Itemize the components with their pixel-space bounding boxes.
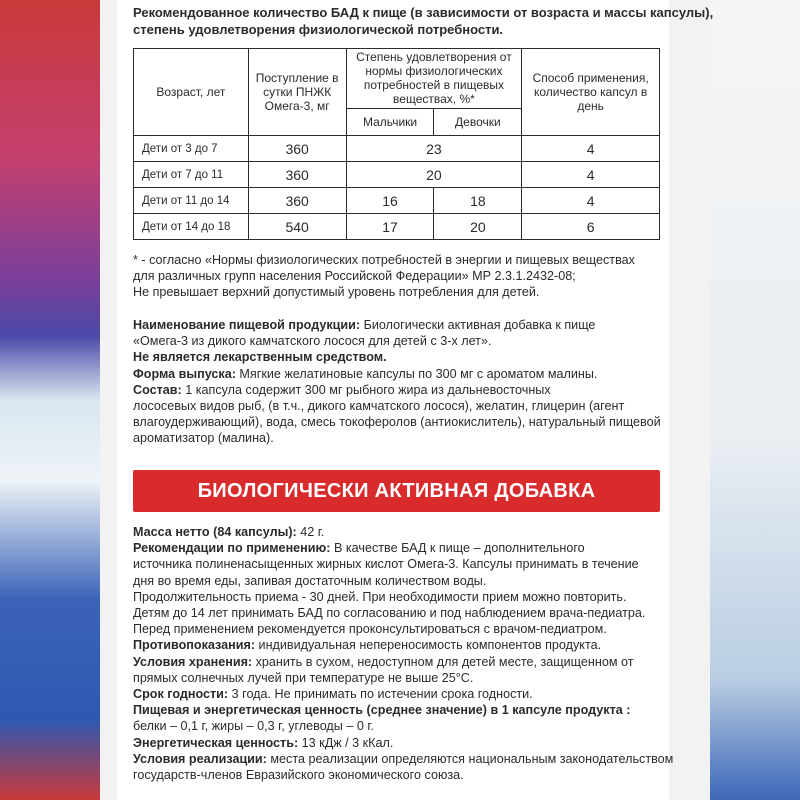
not-drug-notice: Не является лекарственным средством.: [133, 350, 387, 365]
table-row: Дети от 3 до 7 360 23 4: [134, 136, 660, 162]
supplement-banner: БИОЛОГИЧЕСКИ АКТИВНАЯ ДОБАВКА: [133, 470, 660, 512]
left-decorative-stripe: [0, 0, 100, 800]
header-method: Способ применения, количество капсул в день: [522, 49, 660, 136]
product-info: Наименование пищевой продукции: Биологически активная добавка к пище «Омега-3 из дикого камчатского лосося для детей с 3-х лет». Не является лекарственным средством. Форма выпуска: Мягкие желатиновые капсулы по 300 мг с ароматом малины. Состав: 1 капсула содержит 300 мг рыбного жира из дальневосточных лососевых видов рыб, (в т.ч., дикого камчатского лосося), желатин, глицерин (агент влагоудерживающий), вода, смесь токоферолов (антиокислитель), натуральный пищевой ароматизатор (малина).: [133, 318, 661, 446]
table-row: Дети от 11 до 14 360 16 18 4: [134, 188, 660, 214]
table-row: Дети от 7 до 11 360 20 4: [134, 162, 660, 188]
header-age: Возраст, лет: [134, 49, 249, 136]
header-degree: Степень удовлетворения от нормы физиологических потребностей в пищевых веществах, %*: [346, 49, 522, 109]
table-intro: Рекомендованное количество БАД к пище (в зависимости от возраста и массы капсулы), степень удовлетворения физиологической потребности.: [133, 5, 714, 37]
header-girls: Девочки: [434, 108, 522, 135]
footnote: * - согласно «Нормы физиологических потребностей в энергии и пищевых веществах для различных групп населения Российской Федерации» МР 2.3.1.2432-08; Не превышает верхний допустимый уровень потребления для детей.: [133, 253, 635, 300]
usage-details: Масса нетто (84 капсулы): 42 г. Рекомендации по применению: В качестве БАД к пище – дополнительного источника полиненасыщенных жирных кислот Омега-3. Капсулы принимать в течение дня во время еды, запивая достаточным количеством воды. Продолжительность приема - 30 дней. При необходимости прием можно повторить. Детям до 14 лет принимать БАД по согласованию и под наблюдением врача-педиатра. Перед применением рекомендуется проконсультироваться с врачом-педиатром. Противопоказания: индивидуальная непереносимость компонентов продукта. Условия хранения: хранить в сухом, недоступном для детей месте, защищенном от прямых солнечных лучей при температуре не выше 25°С. Срок годности: 3 года. Не принимать по истечении срока годности. Пищевая и энергетическая ценность (среднее значение) в 1 капсуле продукта : белки – 0,1 г, жиры – 0,3 г, углеводы – 0 г. Энергетическая ценность: 13 кДж / 3 кКал. Условия реализации: места реализации определяются национальным законодательством государств-членов Евразийского экономического союза.: [133, 525, 674, 783]
header-boys: Мальчики: [346, 108, 434, 135]
right-decorative-stripe: [710, 0, 800, 800]
table-row: Дети от 14 до 18 540 17 20 6: [134, 214, 660, 240]
header-intake: Поступление в сутки ПНЖК Омега-3, мг: [248, 49, 346, 136]
dosage-table: [133, 48, 660, 240]
